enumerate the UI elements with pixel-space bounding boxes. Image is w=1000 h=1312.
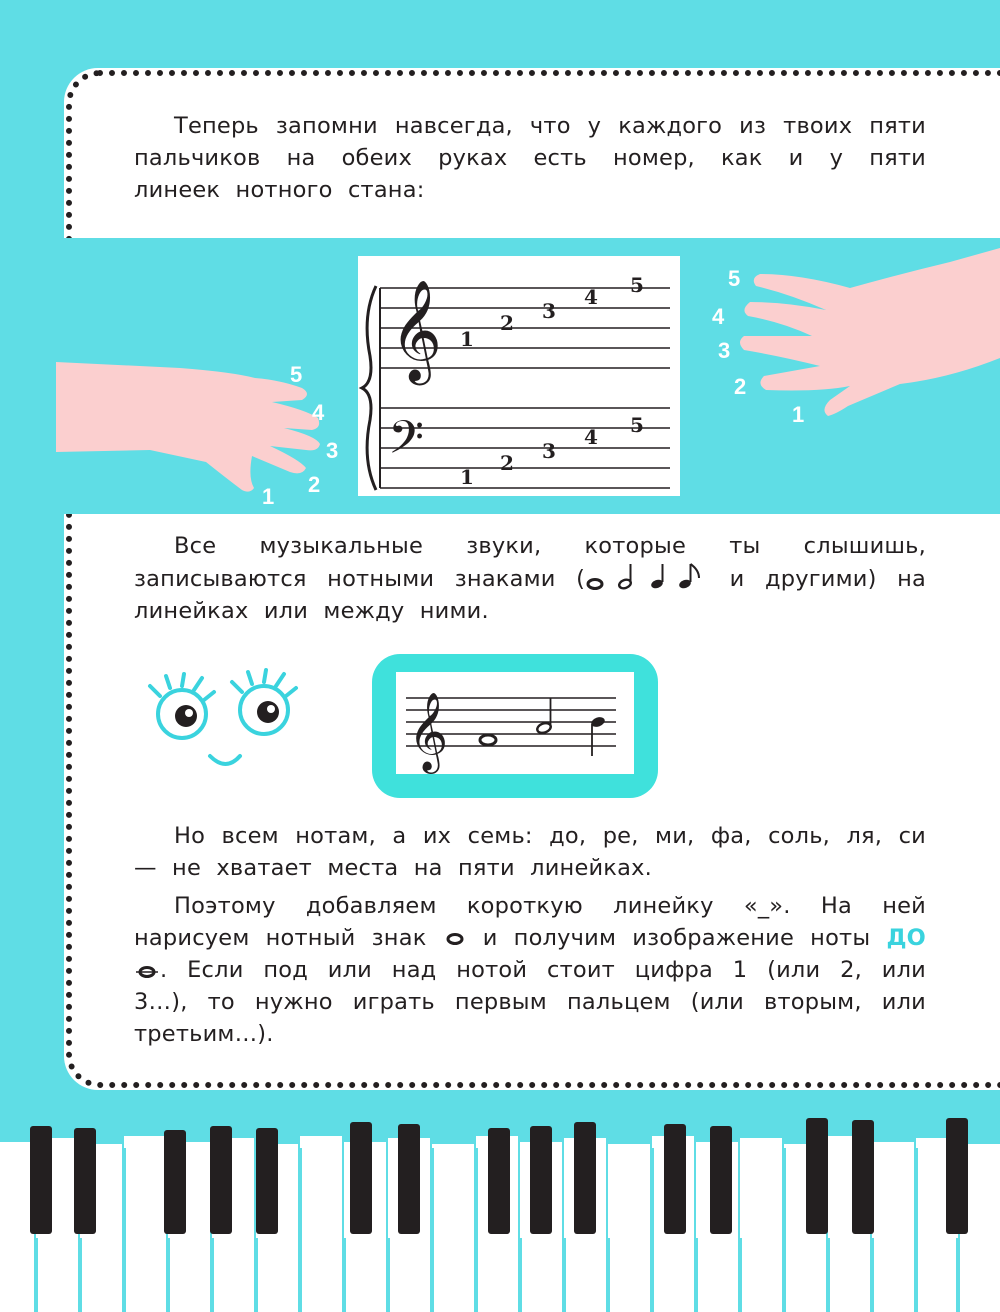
right-finger-1: 1: [792, 402, 805, 427]
left-finger-4: 4: [312, 400, 325, 425]
ledger-line-paragraph: Поэтому добавляем короткую линейку «_». На ней нарисуем нотный знак и получим изображение ноты ДО . Если под или над нотой стоит цифра 1 (или 2, или 3…), то нужно играть первым пальцем (или вторым, или третьим…).: [134, 893, 927, 1047]
left-finger-1: 1: [262, 484, 275, 509]
left-hand-shape: [56, 362, 320, 492]
treble-number-5: 5: [630, 273, 644, 297]
treble-number-3: 3: [542, 299, 556, 323]
treble-number-2: 2: [500, 311, 514, 335]
grand-staff: [358, 256, 680, 496]
treble-clef-icon: 𝄞: [390, 278, 443, 381]
eyes-illustration: [126, 668, 306, 778]
quarter-note-icon: [650, 564, 664, 590]
treble-number-4: 4: [584, 285, 598, 309]
intro-paragraph: Теперь запомни навсегда, что у каждого из твоих пяти пальчиков на обеих руках есть номер, как и у пяти линеек нотного стана:: [134, 113, 926, 203]
right-hand-shape: [740, 248, 1000, 416]
bass-line-numbers: [460, 413, 644, 489]
left-finger-5: 5: [290, 362, 303, 387]
staff-example: [396, 672, 634, 774]
bass-number-1: 1: [460, 465, 474, 489]
piano-keyboard: [0, 1108, 1000, 1312]
example-quarter-note: [590, 715, 606, 756]
bass-number-5: 5: [630, 413, 644, 437]
left-eyelashes: [150, 674, 214, 700]
example-half-note: [536, 698, 552, 735]
notes-paragraph: Все музыкальные звуки, которые ты слышишь, записываются нотными знаками ( и другими) на линейках или между ними.: [134, 533, 926, 624]
note-do-icon: [134, 961, 160, 979]
left-pupil: [175, 705, 197, 727]
right-finger-2: 2: [734, 374, 747, 399]
half-note-icon: [618, 564, 632, 590]
example-treble-clef-icon: 𝄞: [408, 692, 449, 771]
note-do-label: ДО: [886, 925, 927, 951]
left-hand-illustration: [0, 238, 360, 514]
right-hand-illustration: [700, 238, 1000, 514]
black-keys: [30, 1118, 968, 1234]
note-symbols-inline: [585, 562, 709, 592]
example-whole-note: [480, 735, 496, 745]
treble-line-numbers: [460, 273, 644, 351]
treble-number-1: 1: [460, 327, 474, 351]
right-finger-4: 4: [712, 304, 725, 329]
bass-number-2: 2: [500, 451, 514, 475]
right-finger-5: 5: [728, 266, 741, 291]
left-finger-2: 2: [308, 472, 321, 497]
right-pupil: [257, 701, 279, 723]
eighth-note-icon: [678, 564, 699, 590]
right-finger-3: 3: [718, 338, 731, 363]
whole-note-inline-icon: [443, 929, 467, 947]
seven-notes-paragraph: Но всем нотам, а их семь: до, ре, ми, фа, соль, ля, си — не хватает места на пяти линейках.: [134, 823, 926, 881]
left-finger-3: 3: [326, 438, 339, 463]
brace: [362, 286, 376, 490]
right-eyelashes: [232, 670, 296, 696]
whole-note-icon: [588, 580, 602, 589]
bass-number-3: 3: [542, 439, 556, 463]
bass-clef-icon: 𝄢: [388, 411, 425, 476]
bass-number-4: 4: [584, 425, 598, 449]
smile: [210, 756, 240, 764]
